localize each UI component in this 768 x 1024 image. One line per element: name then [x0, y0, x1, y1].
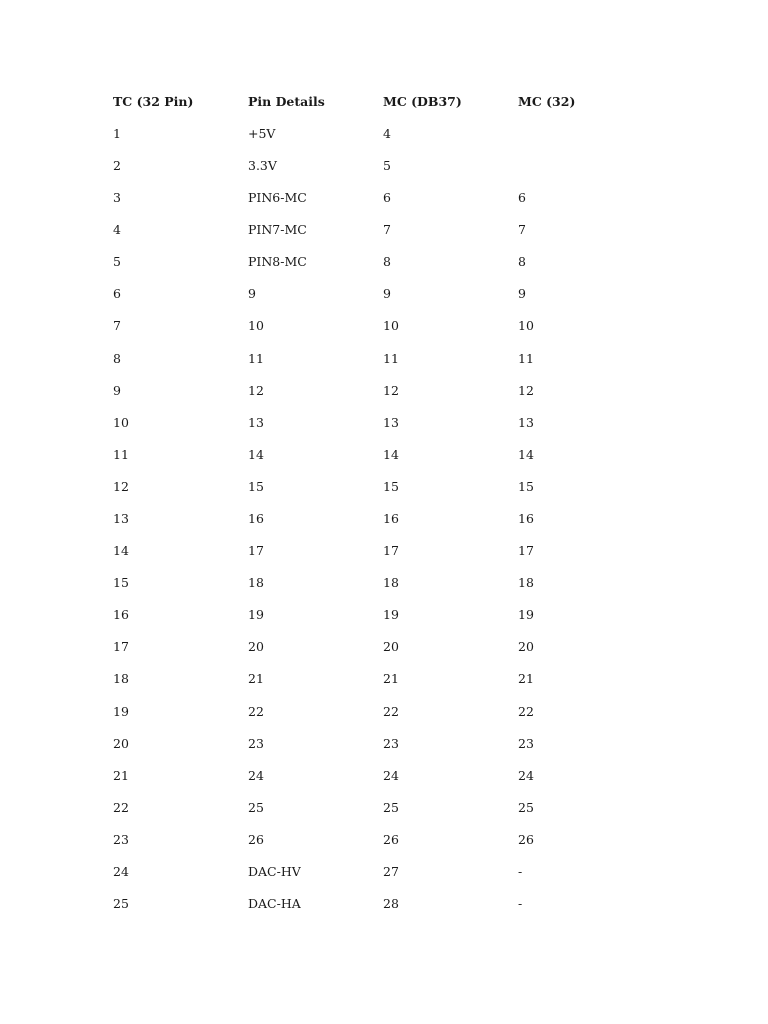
tc-pin-cell: 5 — [113, 254, 121, 270]
mc-32-cell: - — [518, 864, 523, 880]
pin-details-cell: DAC-HV — [248, 864, 301, 880]
mc-db37-cell: 17 — [383, 543, 399, 559]
table-row — [113, 696, 653, 728]
table-row — [113, 439, 653, 471]
tc-pin-cell: 21 — [113, 767, 129, 783]
pin-details-cell: 20 — [248, 639, 264, 655]
mc-db37-cell: 8 — [383, 254, 391, 270]
table-row — [113, 246, 653, 278]
pin-details-cell: 3.3V — [248, 157, 277, 173]
table-row — [113, 343, 653, 375]
table-row — [113, 279, 653, 311]
mc-32-cell: 10 — [518, 318, 534, 334]
mc-32-cell: 17 — [518, 543, 534, 559]
mc-32-cell: 8 — [518, 254, 526, 270]
tc-pin-cell: 12 — [113, 478, 129, 494]
column-header-mc-db37: MC (DB37) — [383, 93, 462, 109]
mc-db37-cell: 11 — [383, 350, 399, 366]
pin-details-cell: DAC-HA — [248, 896, 301, 912]
column-header-pin-details: Pin Details — [248, 93, 325, 109]
tc-pin-cell: 19 — [113, 703, 129, 719]
table-row — [113, 824, 653, 856]
pin-details-cell: 17 — [248, 543, 264, 559]
tc-pin-cell: 9 — [113, 382, 121, 398]
mc-db37-cell: 24 — [383, 767, 399, 783]
pin-details-cell: 16 — [248, 511, 264, 527]
tc-pin-cell: 15 — [113, 575, 129, 591]
table-row — [113, 728, 653, 760]
mc-db37-cell: 12 — [383, 382, 399, 398]
mc-db37-cell: 16 — [383, 511, 399, 527]
tc-pin-cell: 14 — [113, 543, 129, 559]
table-row — [113, 407, 653, 439]
pin-details-cell: 18 — [248, 575, 264, 591]
mc-db37-cell: 21 — [383, 671, 399, 687]
pin-mapping-table — [113, 86, 653, 920]
mc-db37-cell: 4 — [383, 125, 391, 141]
pin-details-cell: 14 — [248, 446, 264, 462]
mc-32-cell: 14 — [518, 446, 534, 462]
mc-32-cell: 7 — [518, 222, 526, 238]
mc-db37-cell: 23 — [383, 735, 399, 751]
table-row — [113, 535, 653, 567]
mc-32-cell: 23 — [518, 735, 534, 751]
pin-details-cell: 22 — [248, 703, 264, 719]
tc-pin-cell: 3 — [113, 190, 121, 206]
pin-details-cell: PIN8-MC — [248, 254, 307, 270]
mc-db37-cell: 26 — [383, 831, 399, 847]
pin-details-cell: 12 — [248, 382, 264, 398]
table-row — [113, 760, 653, 792]
tc-pin-cell: 8 — [113, 350, 121, 366]
pin-details-cell: 21 — [248, 671, 264, 687]
tc-pin-cell: 1 — [113, 125, 121, 141]
mc-32-cell: 26 — [518, 831, 534, 847]
table-row — [113, 632, 653, 664]
mc-db37-cell: 7 — [383, 222, 391, 238]
table-row — [113, 118, 653, 150]
mc-32-cell: 11 — [518, 350, 534, 366]
pin-details-cell: 9 — [248, 286, 256, 302]
mc-32-cell: 18 — [518, 575, 534, 591]
pin-details-cell: PIN7-MC — [248, 222, 307, 238]
mc-db37-cell: 10 — [383, 318, 399, 334]
mc-db37-cell: 13 — [383, 414, 399, 430]
pin-details-cell: 25 — [248, 799, 264, 815]
table-row — [113, 664, 653, 696]
table-row — [113, 214, 653, 246]
tc-pin-cell: 22 — [113, 799, 129, 815]
tc-pin-cell: 2 — [113, 157, 121, 173]
column-header-tc-32-pin: TC (32 Pin) — [113, 93, 194, 109]
table-row — [113, 888, 653, 920]
mc-db37-cell: 19 — [383, 607, 399, 623]
tc-pin-cell: 13 — [113, 511, 129, 527]
tc-pin-cell: 6 — [113, 286, 121, 302]
mc-db37-cell: 20 — [383, 639, 399, 655]
table-row — [113, 600, 653, 632]
table-row — [113, 150, 653, 182]
tc-pin-cell: 23 — [113, 831, 129, 847]
tc-pin-cell: 11 — [113, 446, 129, 462]
table-row — [113, 471, 653, 503]
pin-details-cell: 24 — [248, 767, 264, 783]
mc-32-cell: 16 — [518, 511, 534, 527]
tc-pin-cell: 24 — [113, 864, 129, 880]
tc-pin-cell: 20 — [113, 735, 129, 751]
mc-db37-cell: 22 — [383, 703, 399, 719]
mc-32-cell: 6 — [518, 190, 526, 206]
mc-32-cell: 25 — [518, 799, 534, 815]
mc-32-cell — [518, 118, 653, 150]
mc-32-cell: 22 — [518, 703, 534, 719]
mc-db37-cell: 9 — [383, 286, 391, 302]
mc-32-cell — [518, 150, 653, 182]
tc-pin-cell: 10 — [113, 414, 129, 430]
mc-db37-cell: 18 — [383, 575, 399, 591]
mc-32-cell: 20 — [518, 639, 534, 655]
mc-db37-cell: 27 — [383, 864, 399, 880]
pin-details-cell: 23 — [248, 735, 264, 751]
table-row — [113, 856, 653, 888]
mc-db37-cell: 28 — [383, 896, 399, 912]
pin-details-cell: 13 — [248, 414, 264, 430]
mc-32-cell: 19 — [518, 607, 534, 623]
table-row — [113, 311, 653, 343]
mc-db37-cell: 6 — [383, 190, 391, 206]
mc-32-cell: - — [518, 896, 523, 912]
pin-details-cell: 11 — [248, 350, 264, 366]
mc-db37-cell: 25 — [383, 799, 399, 815]
mc-32-cell: 9 — [518, 286, 526, 302]
table-row — [113, 792, 653, 824]
pin-details-cell: 26 — [248, 831, 264, 847]
mc-32-cell: 13 — [518, 414, 534, 430]
mc-32-cell: 15 — [518, 478, 534, 494]
tc-pin-cell: 7 — [113, 318, 121, 334]
pin-details-cell: 19 — [248, 607, 264, 623]
table-row — [113, 182, 653, 214]
pin-details-cell: 10 — [248, 318, 264, 334]
pin-details-cell: 15 — [248, 478, 264, 494]
tc-pin-cell: 25 — [113, 896, 129, 912]
table-header-row — [113, 86, 653, 118]
pin-details-cell: PIN6-MC — [248, 190, 307, 206]
mc-32-cell: 24 — [518, 767, 534, 783]
mc-db37-cell: 5 — [383, 157, 391, 173]
table-row — [113, 503, 653, 535]
mc-db37-cell: 14 — [383, 446, 399, 462]
column-header-mc-32: MC (32) — [518, 93, 576, 109]
table-row — [113, 375, 653, 407]
tc-pin-cell: 16 — [113, 607, 129, 623]
tc-pin-cell: 18 — [113, 671, 129, 687]
mc-32-cell: 21 — [518, 671, 534, 687]
mc-db37-cell: 15 — [383, 478, 399, 494]
table-body — [113, 118, 653, 920]
tc-pin-cell: 4 — [113, 222, 121, 238]
table-row — [113, 567, 653, 599]
pin-details-cell: +5V — [248, 125, 276, 141]
mc-32-cell: 12 — [518, 382, 534, 398]
tc-pin-cell: 17 — [113, 639, 129, 655]
